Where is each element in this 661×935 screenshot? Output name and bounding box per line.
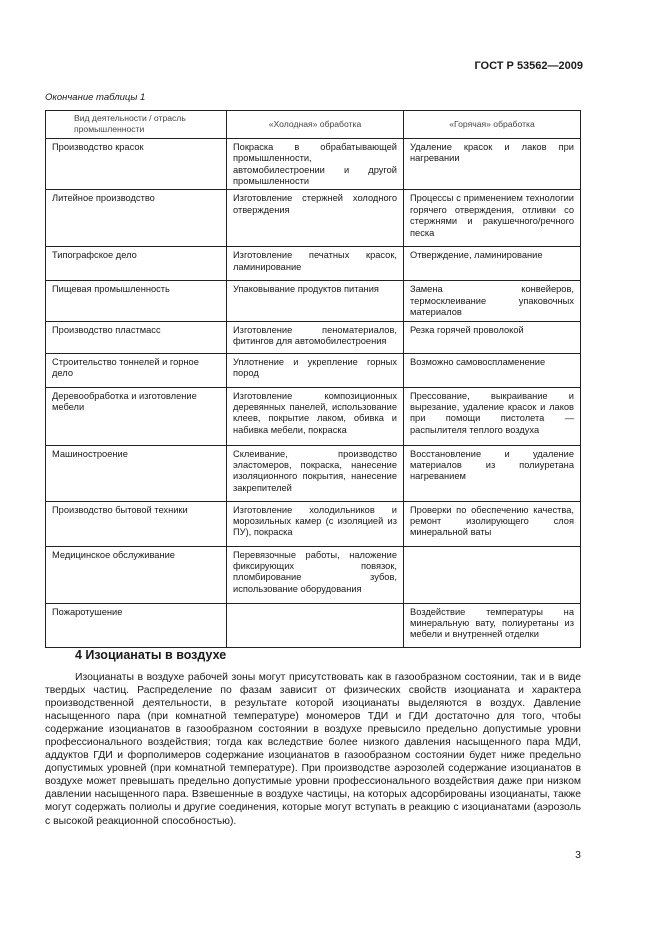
column-header-hot: «Горячая» обработка [404, 111, 581, 139]
table-cell-activity: Типографское дело [46, 247, 227, 281]
table-cell-cold: Склеивание, производство эластомеров, покраска, нанесение изоляционного покрытия, нанесение закрепителей [227, 445, 404, 501]
table-row [46, 353, 581, 387]
table-header-row [46, 111, 581, 139]
table-row [46, 603, 581, 647]
table-cell-activity: Пищевая промышленность [46, 281, 227, 321]
table-cell-activity: Пожаротушение [46, 603, 227, 647]
table-row [46, 546, 581, 603]
table-row [46, 501, 581, 546]
table-cell-hot: Восстановление и удаление материалов из полиуретана нагреванием [404, 445, 581, 501]
page-number: 3 [575, 849, 581, 861]
column-header-cold: «Холодная» обработка [227, 111, 404, 139]
table-cell-hot: Воздействие температуры на минеральную вату, полиуретаны из мебели и внутренней отделки [404, 603, 581, 647]
table-cell-hot: Замена конвейеров, термосклеивание упаковочных материалов [404, 281, 581, 321]
table-cell-activity: Машиностроение [46, 445, 227, 501]
table-cell-cold: Уплотнение и укрепление горных пород [227, 353, 404, 387]
table-cell-activity: Производство красок [46, 138, 227, 190]
table-cell-activity: Медицинское обслуживание [46, 546, 227, 603]
table-cell-hot [404, 546, 581, 603]
table-cell-hot: Резка горячей проволокой [404, 321, 581, 353]
table-caption: Окончание таблицы 1 [45, 92, 146, 103]
document-code: ГОСТ Р 53562—2009 [474, 60, 583, 72]
table-cell-cold: Изготовление стержней холодного отверждения [227, 190, 404, 247]
table-cell-activity: Деревообработка и изготовление мебели [46, 387, 227, 445]
table-cell-cold: Изготовление композиционных деревянных панелей, использование клеев, покрытие лаком, обивка и набивка мебели, покраска [227, 387, 404, 445]
table-cell-activity: Производство пластмасс [46, 321, 227, 353]
table-row [46, 321, 581, 353]
table-cell-cold: Изготовление холодильников и морозильных камер (с изоляцией из ПУ), покраска [227, 501, 404, 546]
table-row [46, 138, 581, 190]
column-header-activity: Вид деятельности / отрасль промышленности [46, 111, 227, 139]
table-cell-cold: Изготовление печатных красок, ламинирование [227, 247, 404, 281]
table-row [46, 247, 581, 281]
section-heading: 4 Изоцианаты в воздухе [75, 648, 227, 662]
table-cell-hot: Возможно самовоспламенение [404, 353, 581, 387]
table-cell-hot: Отверждение, ламинирование [404, 247, 581, 281]
table-cell-hot: Прессование, выкраивание и вырезание, удаление красок и лаков при помощи пистолета — распылителя теплого воздуха [404, 387, 581, 445]
activities-table [45, 110, 581, 648]
table-cell-activity: Производство бытовой техники [46, 501, 227, 546]
table-cell-activity: Строительство тоннелей и горное дело [46, 353, 227, 387]
table-cell-hot: Проверки по обеспечению качества, ремонт изолирующего слоя минеральной ваты [404, 501, 581, 546]
table-cell-cold [227, 603, 404, 647]
table-cell-cold: Покраска в обрабатывающей промышленности, автомобилестроении и другой промышленности [227, 138, 404, 190]
table-row [46, 387, 581, 445]
table-cell-cold: Перевязочные работы, наложение фиксирующих повязок, пломбирование зубов, использование оборудования [227, 546, 404, 603]
table-cell-hot: Процессы с применением технологии горячего отверждения, отливки со стержнями и ракушечного/речного песка [404, 190, 581, 247]
table-row [46, 445, 581, 501]
table-cell-cold: Упаковывание продуктов питания [227, 281, 404, 321]
table-cell-activity: Литейное производство [46, 190, 227, 247]
section-paragraph: Изоцианаты в воздухе рабочей зоны могут присутствовать как в газообразном состоянии, так и в виде твердых частиц. Распределение по фазам зависит от физических свойств изоцианата и характера производственной деятельности, в результате которой изоцианаты выделяются в воздух. Давление насыщенного пара (при комнатной температуре) мономеров ТДИ и ГДИ достаточно для того, чтобы содержание изоцианатов в газообразном состоянии в воздухе превысило предельно допустимые уровни профессионального воздействия; тогда как вследствие более низкого давления насыщенного пара МДИ, аддуктов ГДИ и форполимеров содержание изоцианатов в газообразном состоянии будет ниже предельно допустимых уровней (при комнатной температуре). При производстве аэрозолей содержание изоцианатов в воздухе может превышать предельно допустимые уровни профессионального воздействия даже при низком давлении насыщенного пара. Взвешенные в воздухе частицы, на которых адсорбированы изоцианаты, также могут содержать полиолы и другие соединения, которые могут вступать в реакцию с изоцианатами (аэрозоль с высокой реакционной способностью). [45, 672, 581, 827]
table-cell-cold: Изготовление пеноматериалов, фитингов для автомобилестроения [227, 321, 404, 353]
table-cell-hot: Удаление красок и лаков при нагревании [404, 138, 581, 190]
table-row [46, 190, 581, 247]
table-row [46, 281, 581, 321]
